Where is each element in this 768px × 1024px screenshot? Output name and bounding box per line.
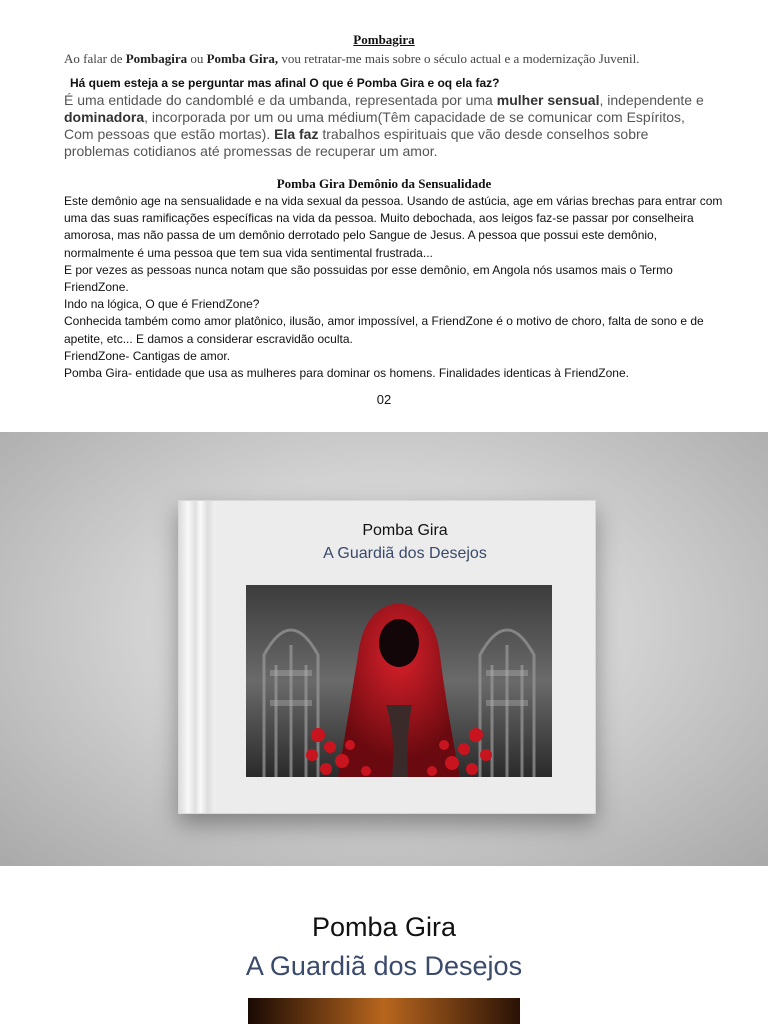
book-cover: [178, 500, 596, 814]
body-text: [64, 193, 724, 382]
para-text-3: , incorporada por um ou uma médium(Têm capacidade de se comunicar com Espíritos, Com pessoas que estão mortas).: [64, 109, 685, 142]
lower-title: Pomba Gira: [311, 912, 457, 942]
definition-paragraph: [64, 92, 714, 160]
section-heading: Pomba Gira Demônio da Sensualidade: [276, 176, 492, 191]
body-paragraph: Conhecida também como amor platônico, ilusão, amor impossível, a FriendZone é o motivo de choro, falta de sono e de apetite, etc... E damos a considerar escravidão oculta.: [64, 314, 704, 346]
intro-text-2: ou: [187, 51, 207, 66]
intro-line: [64, 51, 640, 67]
intro-bold-2: Pomba Gira,: [206, 51, 279, 66]
lower-image: [248, 998, 520, 1024]
document-page: [0, 0, 768, 432]
para-bold-1: mulher sensual: [496, 92, 600, 108]
body-paragraph: Este demônio age na sensualidade e na vida sexual da pessoa. Usando de astúcia, age em várias brechas para entrar com uma das suas ramificações específicas na vida da pessoa. Muito debochada, aos leigos faz-se passar por conselheira amorosa, mas não passa de um demônio derrotado pelo Sangue de Jesus. A pessoa que possui este demônio, normalmente é uma pessoa que tem sua vida sentimental frustrada...: [64, 194, 723, 260]
para-bold-3: Ela faz: [274, 126, 319, 142]
para-bold-2: dominadora: [64, 109, 145, 125]
body-paragraph: E por vezes as pessoas nunca notam que são possuidas por esse demônio, em Angola nós usamos mais o Termo FriendZone.: [64, 262, 673, 295]
page-number: 02: [376, 392, 392, 407]
book-title: Pomba Gira: [362, 522, 448, 539]
para-text-1: É uma entidade do candomblé e da umbanda, representada por uma: [64, 92, 497, 108]
cover-image: [246, 585, 552, 777]
intro-bold-1: Pombagira: [125, 51, 188, 66]
intro-text-1: Ao falar de: [64, 51, 126, 66]
intro-text-3: vou retratar-me mais sobre o século actual e a modernização Juvenil.: [278, 51, 640, 66]
book-subtitle: A Guardiã dos Desejos: [323, 545, 487, 562]
lower-subtitle: A Guardiã dos Desejos: [245, 951, 523, 981]
book-spine: [179, 501, 215, 813]
question-line: Há quem esteja a se perguntar mas afinal O que é Pomba Gira e oq ela faz?: [70, 76, 500, 90]
body-paragraph: FriendZone- Cantigas de amor.: [64, 348, 231, 363]
lower-section: [0, 866, 768, 1024]
body-paragraph: Pomba Gira- entidade que usa as mulheres para dominar os homens. Finalidades identicas à FriendZone.: [64, 366, 629, 381]
body-paragraph: Indo na lógica, O que é FriendZone?: [64, 297, 260, 312]
page-title: Pombagira: [353, 32, 415, 47]
para-text-2: , independente e: [599, 92, 704, 108]
book-mockup-section: [0, 432, 768, 866]
para-text-4: trabalhos espirituais que vão desde conselhos sobre problemas cotidianos até promessas de recuperar um amor.: [64, 126, 649, 159]
